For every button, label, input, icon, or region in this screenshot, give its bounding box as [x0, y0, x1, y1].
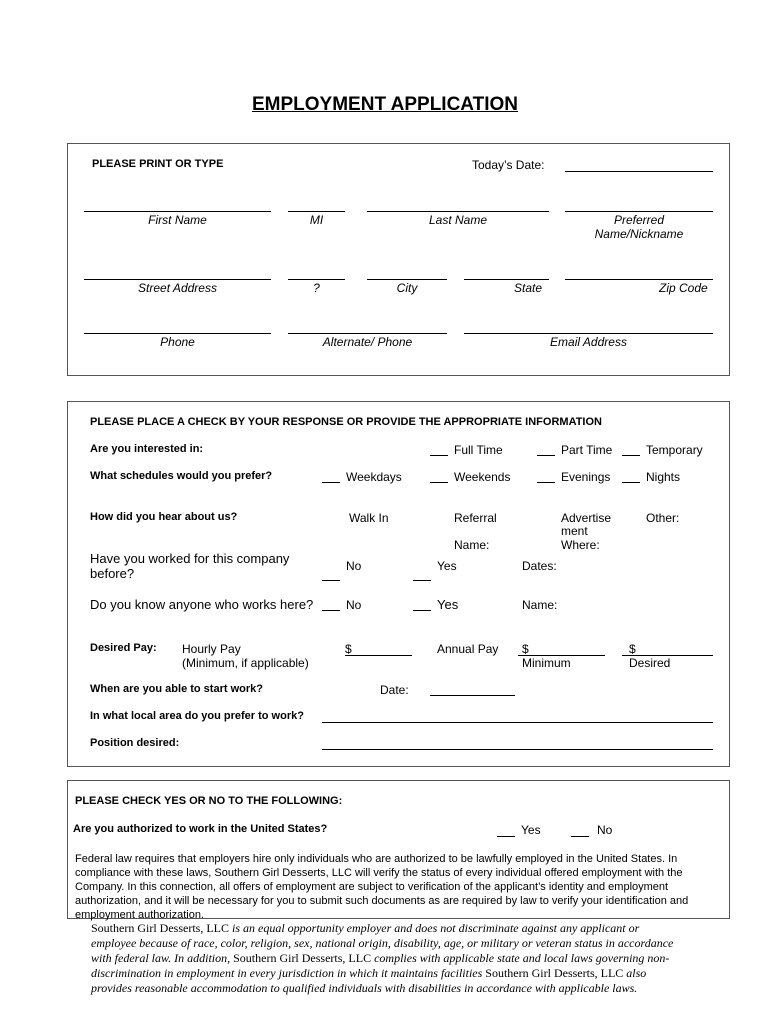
temporary-label: Temporary [646, 443, 703, 457]
advertisement-label-1[interactable]: Advertise [561, 511, 612, 525]
start-date-field[interactable] [430, 695, 515, 696]
eeo-text-3: also provides reasonable accommodation to qualified individuals with disabilities in accordance with applicable laws. [91, 966, 647, 995]
advertisement-where-label: Where: [561, 538, 600, 552]
company-name: Southern Girl Desserts, LLC [233, 951, 372, 965]
start-work-label: When are you able to start work? [90, 683, 263, 695]
nights-checkbox[interactable] [622, 482, 640, 483]
worked-no-label: No [346, 559, 362, 573]
todays-date-field[interactable] [565, 171, 713, 172]
preferences-heading: PLEASE PLACE A CHECK BY YOUR RESPONSE OR PROVIDE THE APPROPRIATE INFORMATION [90, 416, 602, 428]
hourly-pay-label: Hourly Pay [182, 642, 241, 656]
unknown-field[interactable] [288, 279, 345, 280]
referral-label[interactable]: Referral [454, 511, 497, 525]
weekdays-checkbox[interactable] [322, 482, 340, 483]
temporary-checkbox[interactable] [622, 455, 640, 456]
annual-desired-dollar-sign: $ [629, 642, 636, 656]
start-date-label: Date: [380, 683, 409, 697]
interested-label: Are you interested in: [90, 443, 204, 455]
company-name: Southern Girl Desserts, LLC [485, 966, 624, 980]
hourly-pay-field[interactable] [345, 655, 412, 656]
annual-min-label: Minimum [522, 656, 571, 670]
know-anyone-label: Do you know anyone who works here? [90, 597, 314, 612]
desired-pay-label: Desired Pay: [90, 642, 157, 654]
first-name-label: First Name [148, 213, 207, 227]
city-label: City [396, 281, 418, 295]
advertisement-label-2: ment [561, 524, 588, 538]
worked-before-label-2: before? [90, 566, 135, 581]
phone-field[interactable] [84, 333, 271, 334]
annual-pay-label: Annual Pay [437, 642, 499, 656]
eeo-text-2: complies with applicable state and local laws governing non-discrimination in employment in every jurisdiction in which it maintains facilities [91, 951, 670, 980]
weekdays-label: Weekdays [346, 470, 402, 484]
email-label: Email Address [550, 335, 627, 349]
first-name-field[interactable] [84, 211, 271, 212]
worked-dates-label: Dates: [522, 559, 557, 573]
zip-code-field[interactable] [565, 279, 713, 280]
position-field[interactable] [322, 749, 713, 750]
hourly-dollar-sign: $ [345, 642, 352, 656]
know-yes-label: Yes [437, 597, 459, 612]
other-label[interactable]: Other: [646, 511, 680, 525]
street-address-label: Street Address [138, 281, 217, 295]
nickname-label: Name/Nickname [594, 227, 684, 241]
eeo-text-1: is an equal opportunity employer and does not discriminate against any applicant or employee because of race, color, religion, sex, national origin, disability, age, or military or veteran status in accordance with federal law. In addition, [91, 921, 674, 965]
state-label: State [513, 281, 543, 295]
phone-label: Phone [160, 335, 195, 349]
authorized-no-label: No [597, 823, 613, 837]
preferred-name-field[interactable] [565, 211, 713, 212]
last-name-label: Last Name [428, 213, 488, 227]
authorized-label: Are you authorized to work in the United States? [73, 823, 328, 835]
annual-min-dollar-sign: $ [522, 642, 529, 656]
company-name: Southern Girl Desserts, LLC [91, 921, 229, 935]
todays-date-label: Today’s Date: [472, 158, 545, 172]
worked-yes-label: Yes [437, 559, 457, 573]
state-field[interactable] [464, 279, 549, 280]
mi-label: MI [309, 213, 324, 227]
mi-field[interactable] [288, 211, 345, 212]
evenings-label: Evenings [561, 470, 611, 484]
street-address-field[interactable] [84, 279, 271, 280]
full-time-checkbox[interactable] [430, 455, 448, 456]
last-name-field[interactable] [367, 211, 549, 212]
worked-no-checkbox[interactable] [322, 580, 340, 581]
know-name-label: Name: [522, 598, 558, 612]
part-time-label: Part Time [561, 443, 613, 457]
authorization-heading: PLEASE CHECK YES OR NO TO THE FOLLOWING: [75, 795, 343, 807]
page-title: EMPLOYMENT APPLICATION [252, 94, 518, 115]
walk-in-label[interactable]: Walk In [349, 511, 389, 525]
preferred-label: Preferred [613, 213, 665, 227]
know-no-checkbox[interactable] [322, 610, 340, 611]
alt-phone-field[interactable] [288, 333, 447, 334]
know-yes-checkbox[interactable] [413, 610, 431, 611]
print-instruction: PLEASE PRINT OR TYPE [92, 158, 224, 170]
authorized-yes-checkbox[interactable] [497, 836, 515, 837]
city-field[interactable] [367, 279, 447, 280]
part-time-checkbox[interactable] [537, 455, 555, 456]
nights-label: Nights [646, 470, 681, 484]
schedules-label: What schedules would you prefer? [90, 470, 273, 482]
full-time-label: Full Time [454, 443, 503, 457]
local-area-field[interactable] [322, 722, 713, 723]
eeo-statement [91, 921, 681, 996]
weekends-checkbox[interactable] [430, 482, 448, 483]
annual-desired-label: Desired [629, 656, 671, 670]
email-field[interactable] [464, 333, 713, 334]
worked-before-label: Have you worked for this company [90, 551, 290, 566]
unknown-label: ? [313, 281, 320, 295]
alt-phone-label: Alternate/ Phone [322, 335, 413, 349]
worked-yes-checkbox[interactable] [413, 580, 431, 581]
federal-law-notice: Federal law requires that employers hire only individuals who are authorized to be lawfully employed in the United States. In compliance with these laws, Southern Girl Desserts, LLC will verify the status of every individual offered employment with the Company. In this connection, all offers of employment are subject to verification of the applicant’s identity and employment authorization, and it will be necessary for you to submit such documents as are required by law to verify your identification and employment authorization. [75, 853, 689, 921]
hear-label: How did you hear about us? [90, 511, 238, 523]
position-label: Position desired: [90, 737, 180, 749]
authorized-yes-label: Yes [521, 823, 541, 837]
weekends-label: Weekends [454, 470, 511, 484]
know-no-label: No [346, 598, 362, 612]
evenings-checkbox[interactable] [537, 482, 555, 483]
hourly-min-label: (Minimum, if applicable) [182, 656, 309, 670]
zip-code-label: Zip Code [659, 281, 708, 295]
authorized-no-checkbox[interactable] [571, 836, 589, 837]
referral-name-label: Name: [454, 538, 490, 552]
local-area-label: In what local area do you prefer to work? [90, 710, 304, 722]
